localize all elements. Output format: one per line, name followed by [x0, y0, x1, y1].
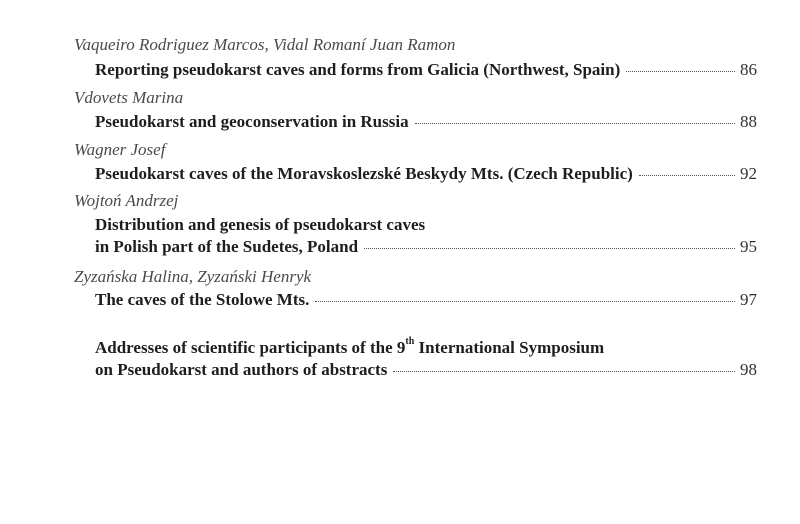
- page-number: 86: [740, 60, 757, 79]
- toc-entry[interactable]: [95, 238, 757, 255]
- entry-title-line: Distribution and genesis of pseudokarst caves: [95, 215, 426, 234]
- entry-authors: Zyzańska Halina, Zyzański Henryk: [74, 267, 312, 286]
- entry-title: Reporting pseudokarst caves and forms from Galicia (Northwest, Spain): [95, 60, 621, 79]
- entry-authors: Wagner Josef: [74, 140, 166, 159]
- dot-leader: [639, 175, 735, 176]
- entry-authors: Vaqueiro Rodriguez Marcos, Vidal Romaní Juan Ramon: [74, 35, 456, 54]
- addresses-title-text: Addresses of scientific participants of the 9: [95, 338, 406, 357]
- entry-title: on Pseudokarst and authors of abstracts: [95, 360, 388, 379]
- page-number: 97: [740, 290, 757, 309]
- entry-title: Pseudokarst and geoconservation in Russia: [95, 112, 409, 131]
- addresses-title-text-end: International Symposium: [414, 338, 605, 357]
- dot-leader: [626, 71, 735, 72]
- page-number: 88: [740, 112, 757, 131]
- entry-title: in Polish part of the Sudetes, Poland: [95, 237, 359, 256]
- toc-entry[interactable]: [95, 361, 757, 378]
- entry-authors: Wojtoń Andrzej: [74, 191, 179, 210]
- page-number: 95: [740, 237, 757, 256]
- dot-leader: [415, 123, 735, 124]
- entry-title: The caves of the Stolowe Mts.: [95, 290, 310, 309]
- dot-leader: [315, 301, 735, 302]
- dot-leader: [393, 371, 735, 372]
- toc-entry[interactable]: [95, 291, 757, 308]
- dot-leader: [364, 248, 735, 249]
- addresses-title-line: [95, 336, 757, 357]
- page-number: 92: [740, 164, 757, 183]
- entry-authors: Vdovets Marina: [74, 88, 184, 107]
- toc-entry[interactable]: [95, 165, 757, 182]
- page-number: 98: [740, 360, 757, 379]
- ordinal-suffix: th: [405, 336, 415, 347]
- toc-entry[interactable]: [95, 61, 757, 78]
- toc-entry[interactable]: [95, 113, 757, 130]
- entry-title: Pseudokarst caves of the Moravskoslezské Beskydy Mts. (Czech Republic): [95, 164, 633, 183]
